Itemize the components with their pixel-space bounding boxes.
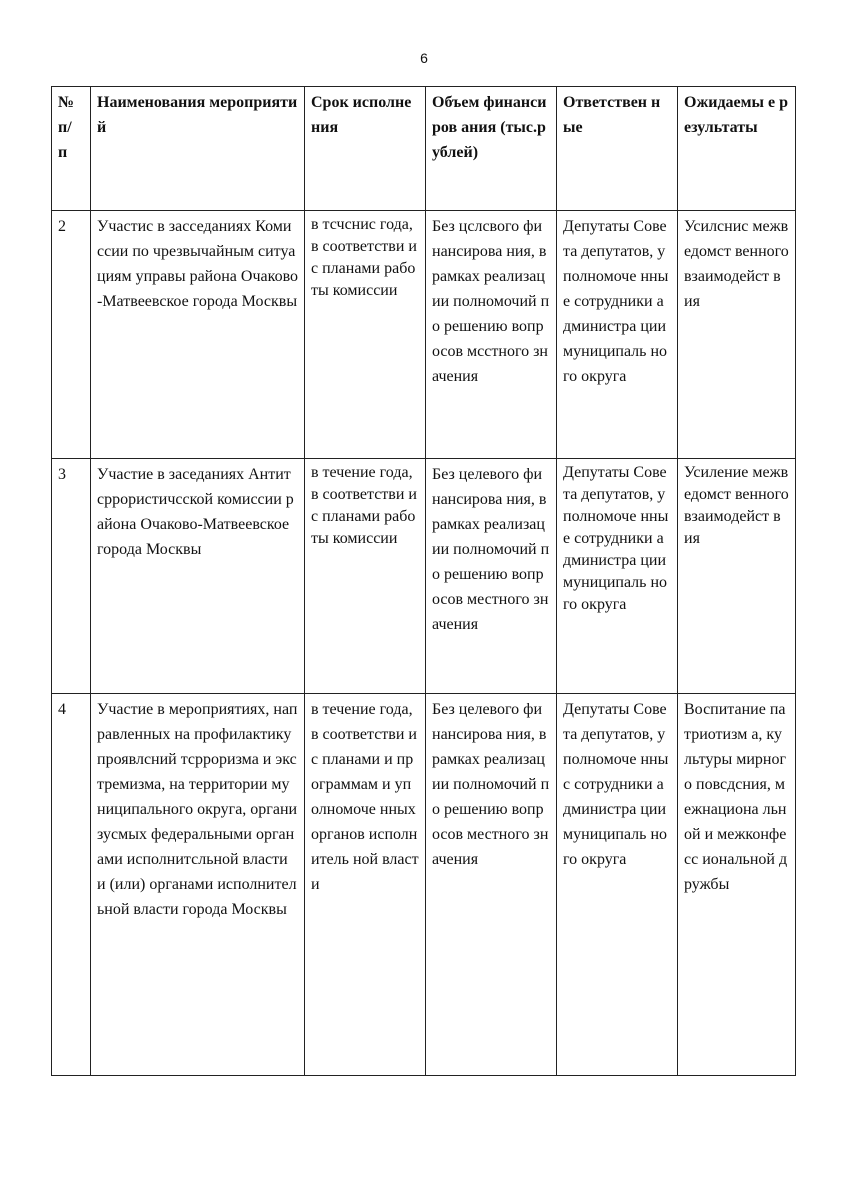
cell-term: в течение года, в соответстви и с планами работы комиссии [305, 459, 426, 694]
cell-event-name: Участие в заседаниях Антитсррористичсской комиссии района Очаково-Матвеевское города Москвы [91, 459, 305, 694]
table-row [52, 459, 796, 694]
cell-responsible: Депутаты Совета депутатов, уполномоче нные сотрудники администра ции муниципаль ного округа [557, 459, 678, 694]
cell-number: 3 [52, 459, 91, 694]
cell-event-name: Участис в засседаниях Комиссии по чрезвычайным ситуациям управы района Очаково-Матвеевское города Москвы [91, 211, 305, 459]
cell-event-name: Участие в мероприятиях, направленных на профилактику проявлсний тсрроризма и экстремизма, на территории муниципального округа, организусмых федеральными органами исполнитсльной власти и (или) органами исполнительной власти города Москвы [91, 694, 305, 1076]
cell-responsible: Депутаты Совета депутатов, уполномоче нные сотрудники администра ции муниципаль ного округа [557, 211, 678, 459]
header-term: Срок исполнения [305, 87, 426, 211]
header-expected-results: Ожидаемы е результаты [678, 87, 796, 211]
events-plan-table [51, 86, 796, 1076]
cell-expected-results: Усиление межведомст венного взаимодейст вия [678, 459, 796, 694]
header-funding: Объем финансиров ания (тыс.рублей) [426, 87, 557, 211]
cell-responsible: Депутаты Совета депутатов, уполномоче нныс сотрудники администра ции муниципаль ного округа [557, 694, 678, 1076]
table-header-row [52, 87, 796, 211]
cell-expected-results: Усилснис межведомст венного взаимодейст вия [678, 211, 796, 459]
cell-expected-results: Воспитание патриотизм а, культуры мирного повсдсния, межнациона льной и межконфесс иональной дружбы [678, 694, 796, 1076]
header-responsible: Ответствен ные [557, 87, 678, 211]
cell-term: в течение года, в соответстви и с планами и программам и уполномоче нных органов исполнитель ной власти [305, 694, 426, 1076]
cell-term: в тсчснис года, в соответстви и с планами работы комиссии [305, 211, 426, 459]
cell-funding: Без цслсвого финансирова ния, в рамках реализации полномочий по решению вопросов мсстного значения [426, 211, 557, 459]
table-row [52, 211, 796, 459]
page-number: 6 [420, 50, 428, 66]
header-event-name: Наименования мероприятий [91, 87, 305, 211]
table-row [52, 694, 796, 1076]
cell-funding: Без целевого финансирова ния, в рамках реализации полномочий по решению вопросов местного значения [426, 694, 557, 1076]
cell-number: 2 [52, 211, 91, 459]
cell-number: 4 [52, 694, 91, 1076]
header-number: № п/ п [52, 87, 91, 211]
cell-funding: Без целевого финансирова ния, в рамках реализации полномочий по решению вопросов местного значения [426, 459, 557, 694]
